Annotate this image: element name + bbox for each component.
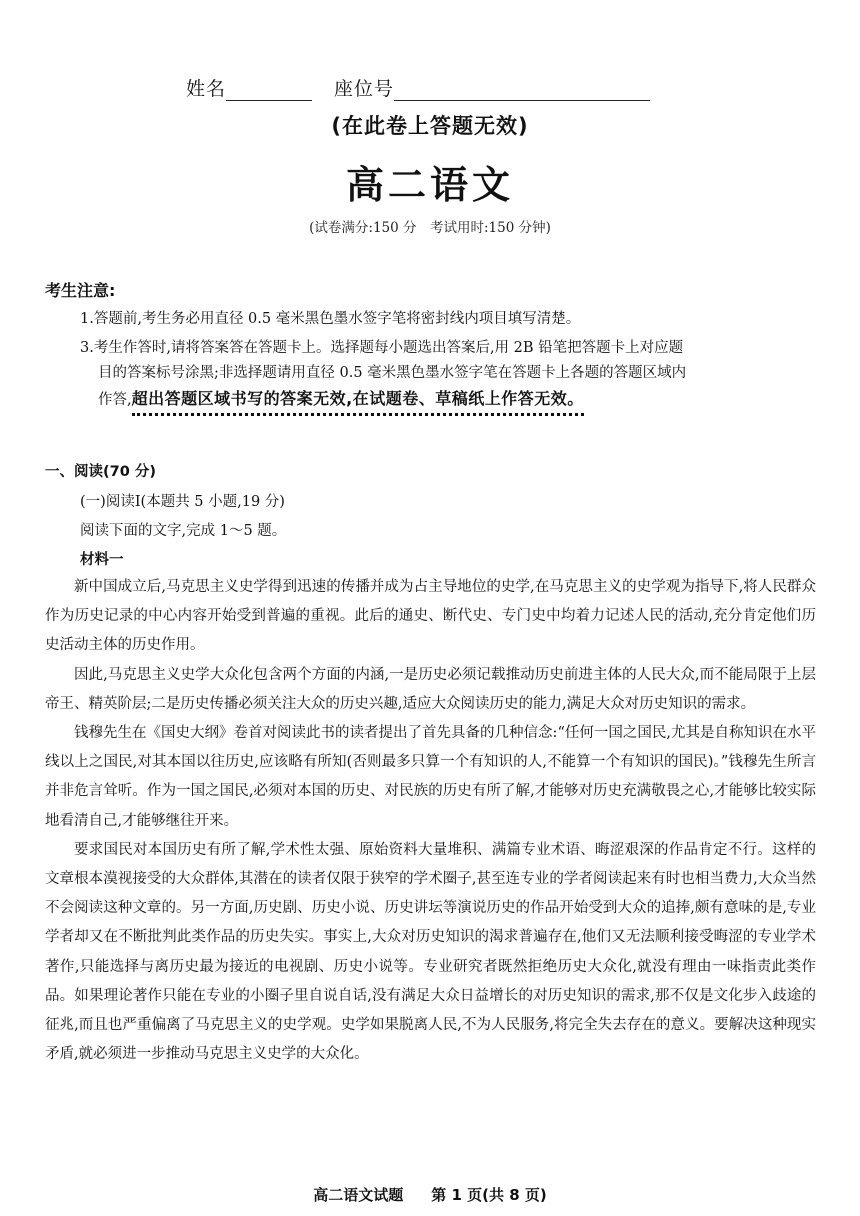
seat-blank[interactable] — [394, 82, 650, 101]
section-heading: 一、阅读(70 分) — [45, 464, 156, 480]
paragraph: 新中国成立后,马克思主义史学得到迅速的传播并成为占主导地位的史学,在马克思主义的史学观为指导下,将人民群众作为历史记录的中心内容开始受到普遍的重视。此后的通史、断代史、专门史中均着力记述人民的活动,充分肯定他们历史活动主体的历史作用。 — [45, 579, 816, 654]
reading-passage — [45, 573, 816, 1069]
notice-item-3-line-a: 3.考生作答时,请将答案答在答题卡上。选择题每小题选出答案后,用 2B 铅笔把答题卡上对应题 — [80, 340, 684, 356]
sub-heading: (一)阅读Ⅰ(本题共 5 小题,19 分) — [80, 494, 285, 510]
paragraph: 因此,马克思主义史学大众化包含两个方面的内涵,一是历史必须记载推动历史前进主体的人民大众,而不能局限于上层帝王、精英阶层;二是历史传播必须关注大众的历史兴趣,适应大众阅读历史的能力,满足大众对历史知识的需求。 — [45, 666, 816, 712]
name-label: 姓名 — [186, 78, 227, 100]
instruction: 阅读下面的文字,完成 1～5 题。 — [80, 523, 287, 539]
page-footer — [0, 1184, 860, 1205]
name-blank[interactable] — [226, 82, 312, 101]
invalid-notice: (在此卷上答题无效) — [331, 114, 529, 138]
paragraph: 钱穆先生在《国史大纲》卷首对阅读此书的读者提出了首先具备的几种信念:“任何一国之国民,尤其是自称知识在水平线以上之国民,对其本国以往历史,应该略有所知(否则最多只算一个有知识的人,不能算一个有知识的国民)。”钱穆先生所言并非危言耸听。作为一国之国民,必须对本国的历史、对民族的历史有所了解,才能够对历史充满敬畏之心,才能够比较实际地看清自己,才能够继往开来。 — [45, 725, 816, 829]
notice-item-3-line-b: 目的答案标号涂黑;非选择题请用直径 0.5 毫米黑色墨水签字笔在答题卡上各题的答题区域内 — [98, 365, 687, 381]
page-title: 高二语文 — [345, 162, 514, 207]
footer-paper-name: 高二语文试题 — [313, 1186, 404, 1204]
footer-page-info: 第 1 页(共 8 页) — [431, 1186, 547, 1204]
notice-item-3 — [80, 336, 817, 413]
material-label: 材料一 — [80, 552, 124, 568]
seat-label: 座位号 — [334, 78, 395, 100]
notice-item-3-line-c — [80, 386, 817, 413]
exam-meta: (试卷满分:150 分 考试用时:150 分钟) — [309, 220, 551, 236]
notice-item-1: 1.答题前,考生务必用直径 0.5 毫米黑色墨水签字笔将密封线内项目填写清楚。 — [80, 311, 581, 327]
notice-title: 考生注意: — [45, 281, 116, 300]
notice-item-3-prefix: 作答, — [98, 392, 132, 408]
notice-emphasis: 超出答题区域书写的答案无效,在试题卷、草稿纸上作答无效。 — [132, 389, 584, 416]
paragraph: 要求国民对本国历史有所了解,学术性太强、原始资料大量堆积、满篇专业术语、晦涩艰深的作品肯定不行。这样的文章根本漠视接受的大众群体,其潜在的读者仅限于狭窄的学术圈子,甚至连专业的学者阅读起来有时也相当费力,大众当然不会阅读这种文章的。另一方面,历史剧、历史小说、历史讲坛等演说历史的作品开始受到大众的追捧,颇有意味的是,专业学者却又在不断批判此类作品的历史失实。事实上,大众对历史知识的渴求普遍存在,他们又无法顺利接受晦涩的专业学术著作,只能选择与离历史最为接近的电视剧、历史小说等。专业研究者既然拒绝历史大众化,就没有理由一味指责此类作品。如果理论著作只能在专业的小圈子里自说自话,没有满足大众日益增长的对历史知识的需求,那不仅是文化步入歧途的征兆,而且也严重偏离了马克思主义的史学观。史学如果脱离人民,不为人民服务,将完全失去存在的意义。要解决这种现实矛盾,就必须进一步推动马克思主义史学的大众化。 — [45, 841, 816, 1063]
student-info-line — [186, 74, 650, 101]
